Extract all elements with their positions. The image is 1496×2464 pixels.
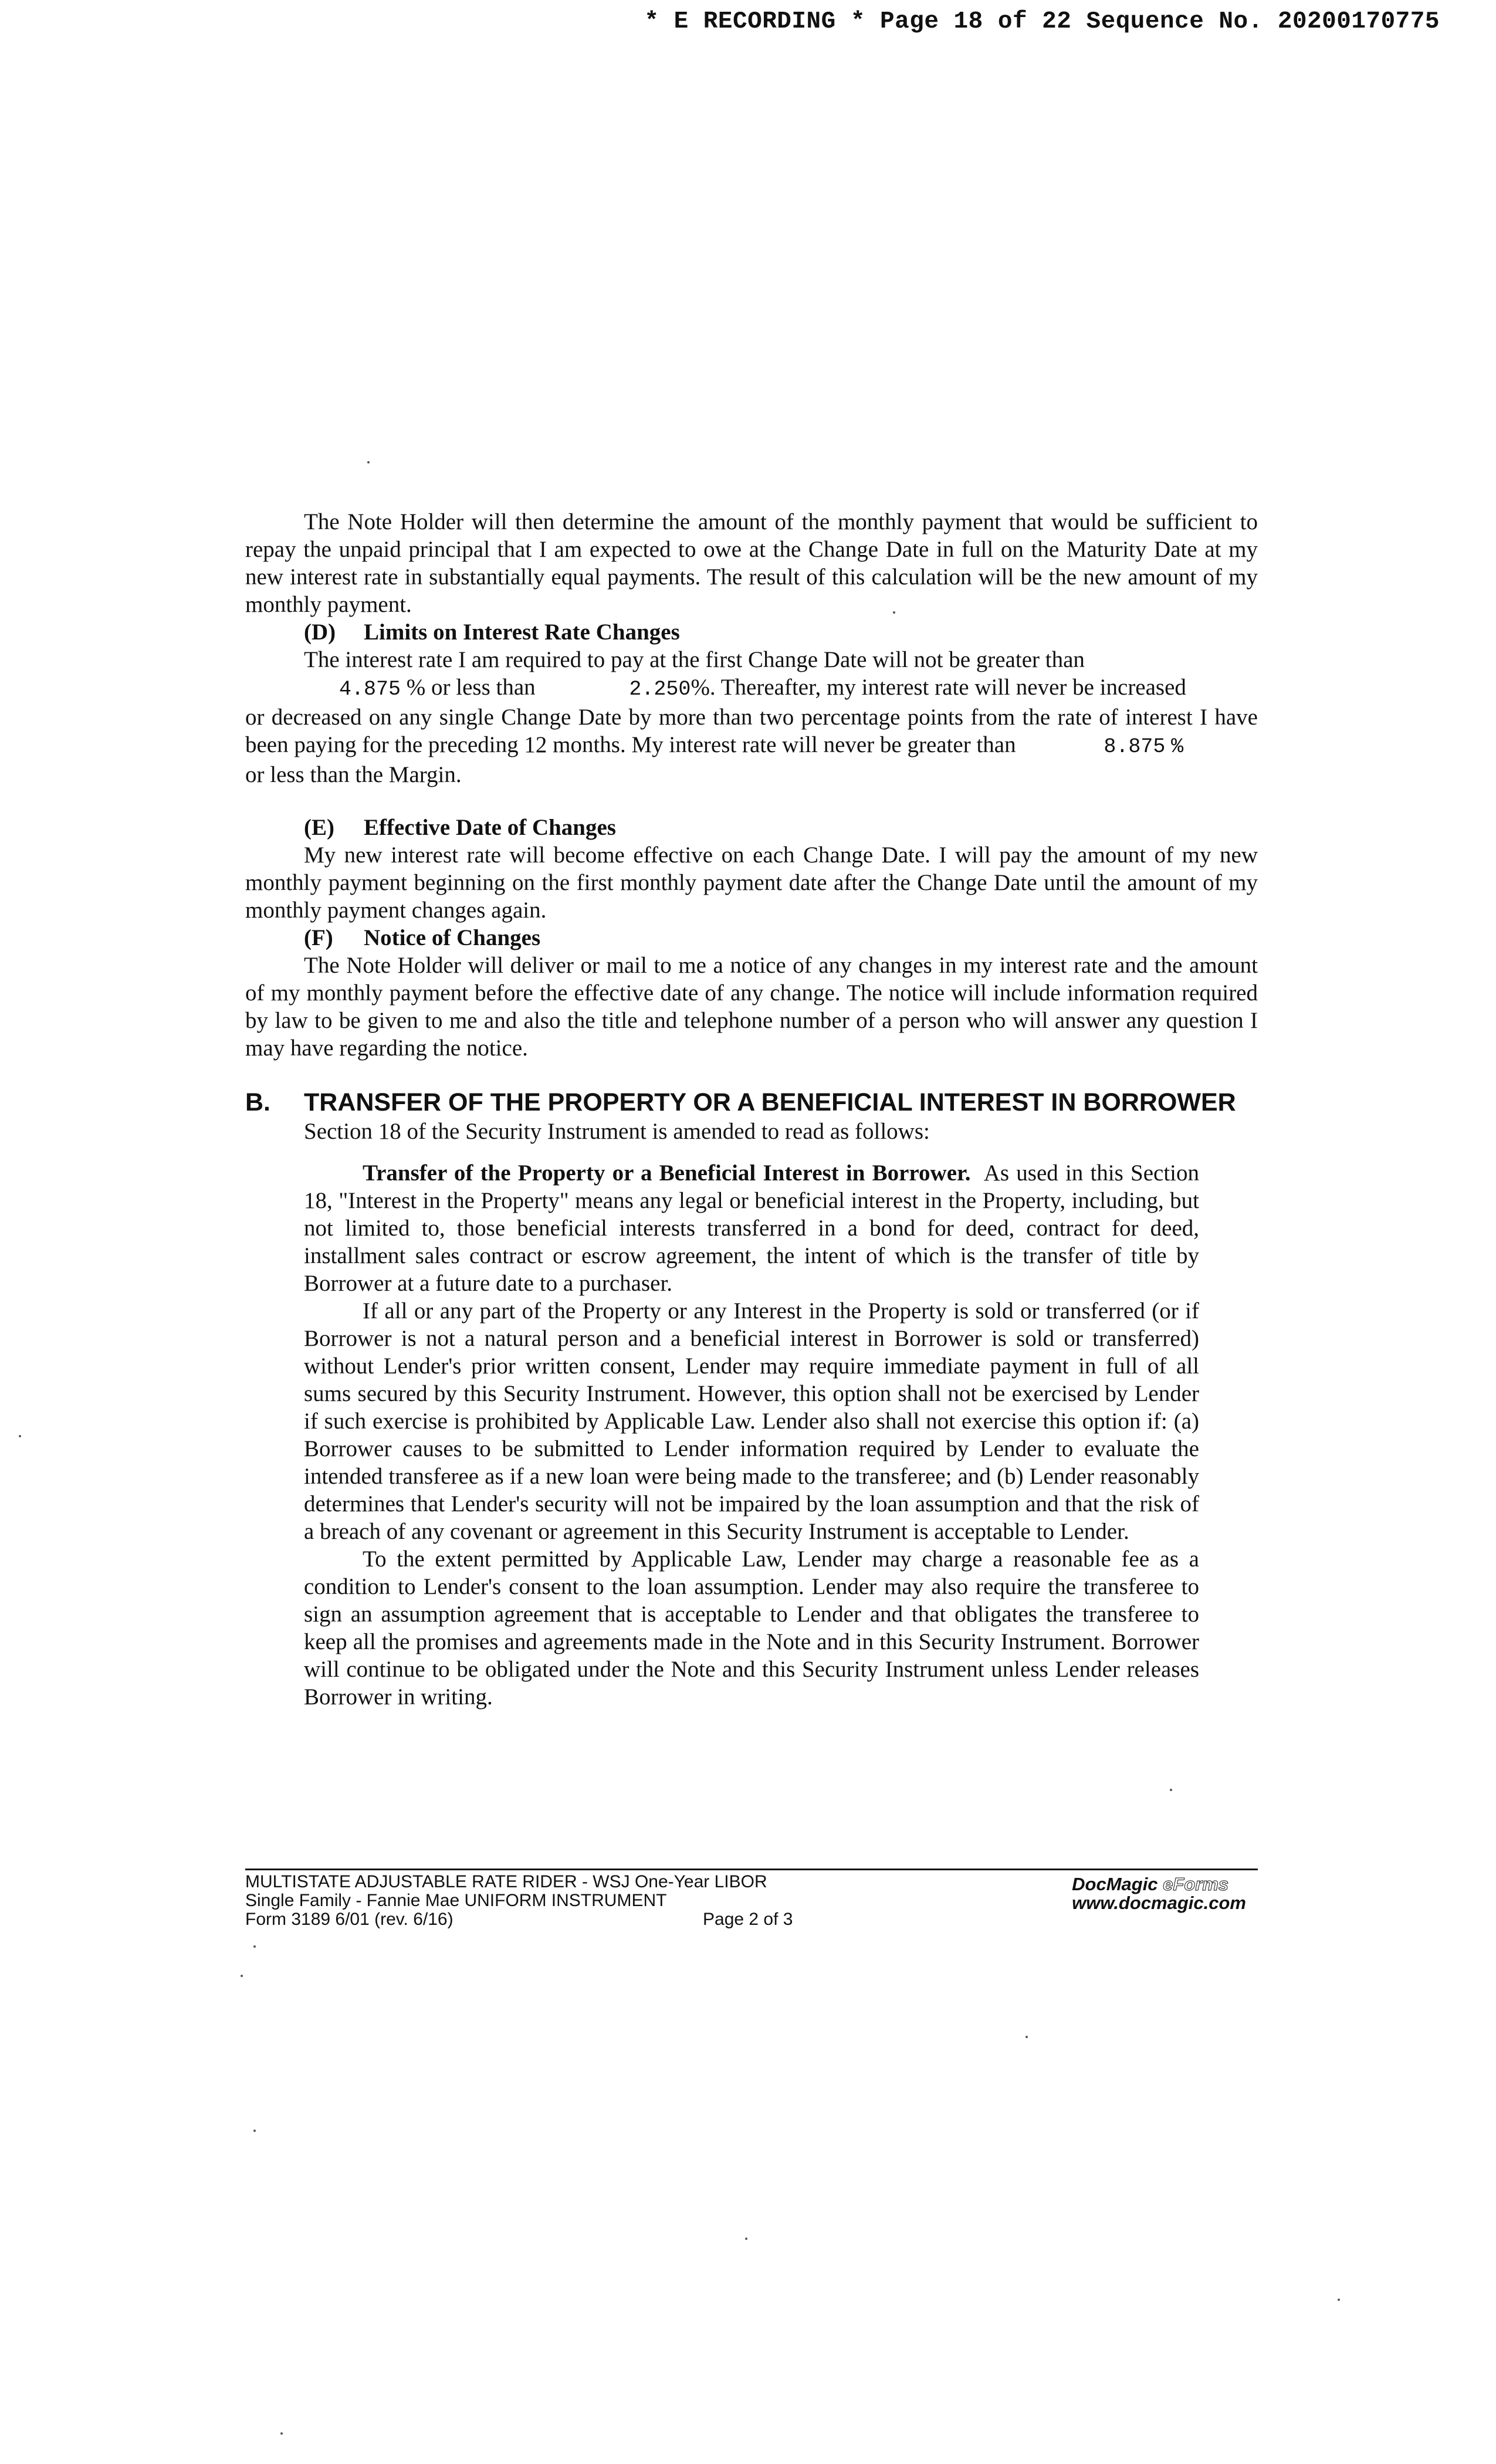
lifetime-rate-pct: % <box>1171 735 1184 759</box>
transfer-definition-text: As used in this Section 18, "Interest in the Property" means any legal or beneficial interest in the Property, including, but not limited to, those beneficial interests transferred in a bond for deed, contract for deed, installment sales contract or escrow agreement, the intent of which is the transfer of title by Borrower at a future date to a purchaser. <box>304 1160 1199 1296</box>
lifetime-rate-cap: 8.875 <box>1104 735 1166 759</box>
section-b-heading <box>245 1087 1258 1118</box>
section-d-tail: or less than the Margin. <box>245 762 462 787</box>
brand-prefix: DocMagic <box>1072 1874 1158 1894</box>
first-change-max-rate: 4.875 <box>339 678 401 701</box>
footer-line-1: MULTISTATE ADJUSTABLE RATE RIDER - WSJ One-Year LIBOR <box>245 1872 767 1891</box>
first-change-min-rate: 2.250 <box>629 678 691 701</box>
footer-line-2: Single Family - Fannie Mae UNIFORM INSTRUMENT <box>245 1891 667 1910</box>
footer-website: www.docmagic.com <box>1072 1893 1246 1913</box>
payment-calculation-paragraph: The Note Holder will then determine the amount of the monthly payment that would be sufficient to repay the unpaid principal that I am expected to owe at the Change Date in full on the Maturity Date at my new interest rate in substantially equal payments. The result of this calculation will be the new amount of my monthly payment. <box>245 509 1258 617</box>
section-d-label: (D) <box>304 620 336 645</box>
assumption-fee-paragraph: To the extent permitted by Applicable Law, Lender may charge a reasonable fee as a condition to Lender's consent to the loan assumption. Lender may also require the transferee to sign an assumption agreement that is acceptable to Lender and that obligates the transferee to keep all the promises and agreements made in the Note and in this Security Instrument. Borrower will continue to be obligated under the Note and this Security Instrument unless Lender releases Borrower in writing. <box>304 1546 1199 1710</box>
section-d-rate-line <box>245 673 1258 703</box>
section-b-title: TRANSFER OF THE PROPERTY OR A BENEFICIAL INTEREST IN BORROWER <box>304 1088 1236 1116</box>
section-b-letter: B. <box>245 1088 270 1116</box>
section-b-intro: Section 18 of the Security Instrument is amended to read as follows: <box>304 1119 930 1144</box>
document-body <box>245 508 1258 1711</box>
section-e-text: My new interest rate will become effective on each Change Date. I will pay the amount of my new monthly payment beginning on the first monthly payment date after the Change Date until the amount of my monthly payment changes again. <box>245 842 1258 923</box>
footer-line-3: Form 3189 6/01 (rev. 6/16) <box>245 1910 453 1929</box>
section-e-label: (E) <box>304 815 334 840</box>
section-d-title: Limits on Interest Rate Changes <box>364 620 680 645</box>
section-e-title: Effective Date of Changes <box>364 815 616 840</box>
section-d-heading <box>304 618 1258 646</box>
footer-form-info <box>245 1873 767 1929</box>
recording-header: * E RECORDING * Page 18 of 22 Sequence No. 20200170775 <box>644 8 1440 35</box>
section-18-quoted-text <box>304 1159 1199 1711</box>
brand-suffix: eForms <box>1163 1874 1229 1894</box>
form-footer <box>245 1869 1258 1929</box>
footer-page-number: Page 2 of 3 <box>703 1910 793 1929</box>
transfer-definition-paragraph <box>304 1159 1199 1297</box>
transfer-consent-paragraph: If all or any part of the Property or any Interest in the Property is sold or transferred (or if Borrower is not a natural person and a beneficial interest in Borrower is sold or transferred) without Lender's prior written consent, Lender may require immediate payment in full of all sums secured by this Security Instrument. However, this option shall not be exercised by Lender if such exercise is prohibited by Applicable Law. Lender also shall not exercise this option if: (a) Borrower causes to be submitted to Lender information required by Lender to evaluate the intended transferee as if a new loan were being made to the transferee; and (b) Lender reasonably determines that Lender's security will not be impaired by the loan assumption and that the risk of a breach of any covenant or agreement in this Security Instrument is acceptable to Lender. <box>304 1298 1199 1544</box>
docmagic-logo <box>1072 1875 1246 1913</box>
section-d-continuation: or decreased on any single Change Date by more than two percentage points from the rate of interest I have been paying for the preceding 12 months. My interest rate will never be greater than 8.875 % <box>245 705 1258 759</box>
section-f-text: The Note Holder will deliver or mail to me a notice of any changes in my interest rate and the amount of my monthly payment before the effective date of any change. The notice will include information required by law to be given to me and also the title and telephone number of a person who will answer any question I may have regarding the notice. <box>245 953 1258 1061</box>
pct-or-less-than: % or less than <box>406 675 536 700</box>
transfer-title: Transfer of the Property or a Beneficial Interest in Borrower. <box>363 1160 971 1186</box>
section-f-heading <box>304 924 1258 952</box>
section-e-heading <box>304 814 1258 841</box>
section-f-label: (F) <box>304 925 333 950</box>
section-d-first-line: The interest rate I am required to pay at the first Change Date will not be greater than <box>304 647 1085 672</box>
after-min-rate: %. Thereafter, my interest rate will never be increased <box>691 675 1186 700</box>
section-f-title: Notice of Changes <box>364 925 541 950</box>
